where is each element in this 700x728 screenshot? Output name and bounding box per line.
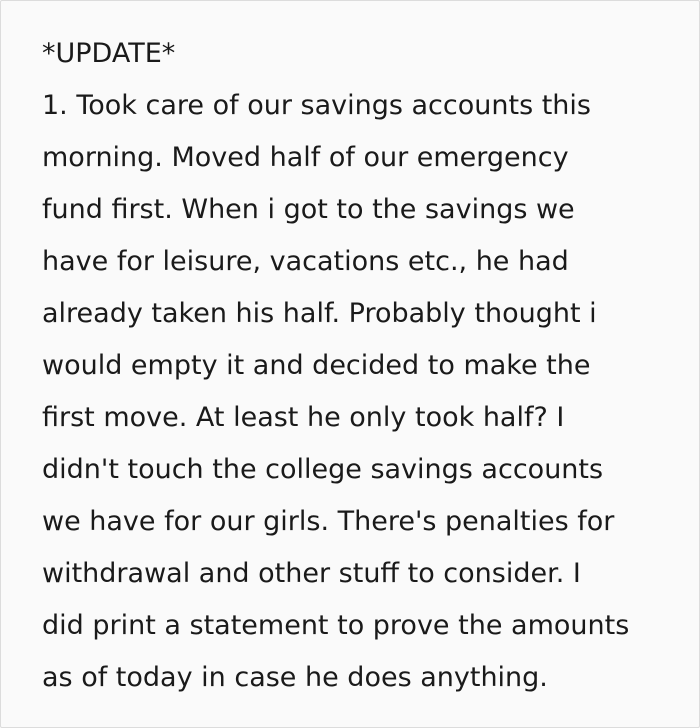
- body-line: already taken his half. Probably thought i: [42, 298, 597, 329]
- post-text: [42, 28, 682, 704]
- body-line: we have for our girls. There's penalties for: [42, 506, 615, 537]
- body-line: first move. At least he only took half? I: [42, 402, 565, 433]
- body-line: 1. Took care of our savings accounts this: [42, 90, 591, 121]
- body-line: have for leisure, vacations etc., he had: [42, 246, 569, 277]
- body-line: as of today in case he does anything.: [42, 662, 548, 693]
- body-line: would empty it and decided to make the: [42, 350, 591, 381]
- body-line: withdrawal and other stuff to consider. I: [42, 558, 581, 589]
- body-line: did print a statement to prove the amounts: [42, 610, 630, 641]
- body-line: morning. Moved half of our emergency: [42, 142, 569, 173]
- body-line: didn't touch the college savings accounts: [42, 454, 604, 485]
- update-heading: *UPDATE*: [42, 38, 176, 69]
- body-line: fund first. When i got to the savings we: [42, 194, 575, 225]
